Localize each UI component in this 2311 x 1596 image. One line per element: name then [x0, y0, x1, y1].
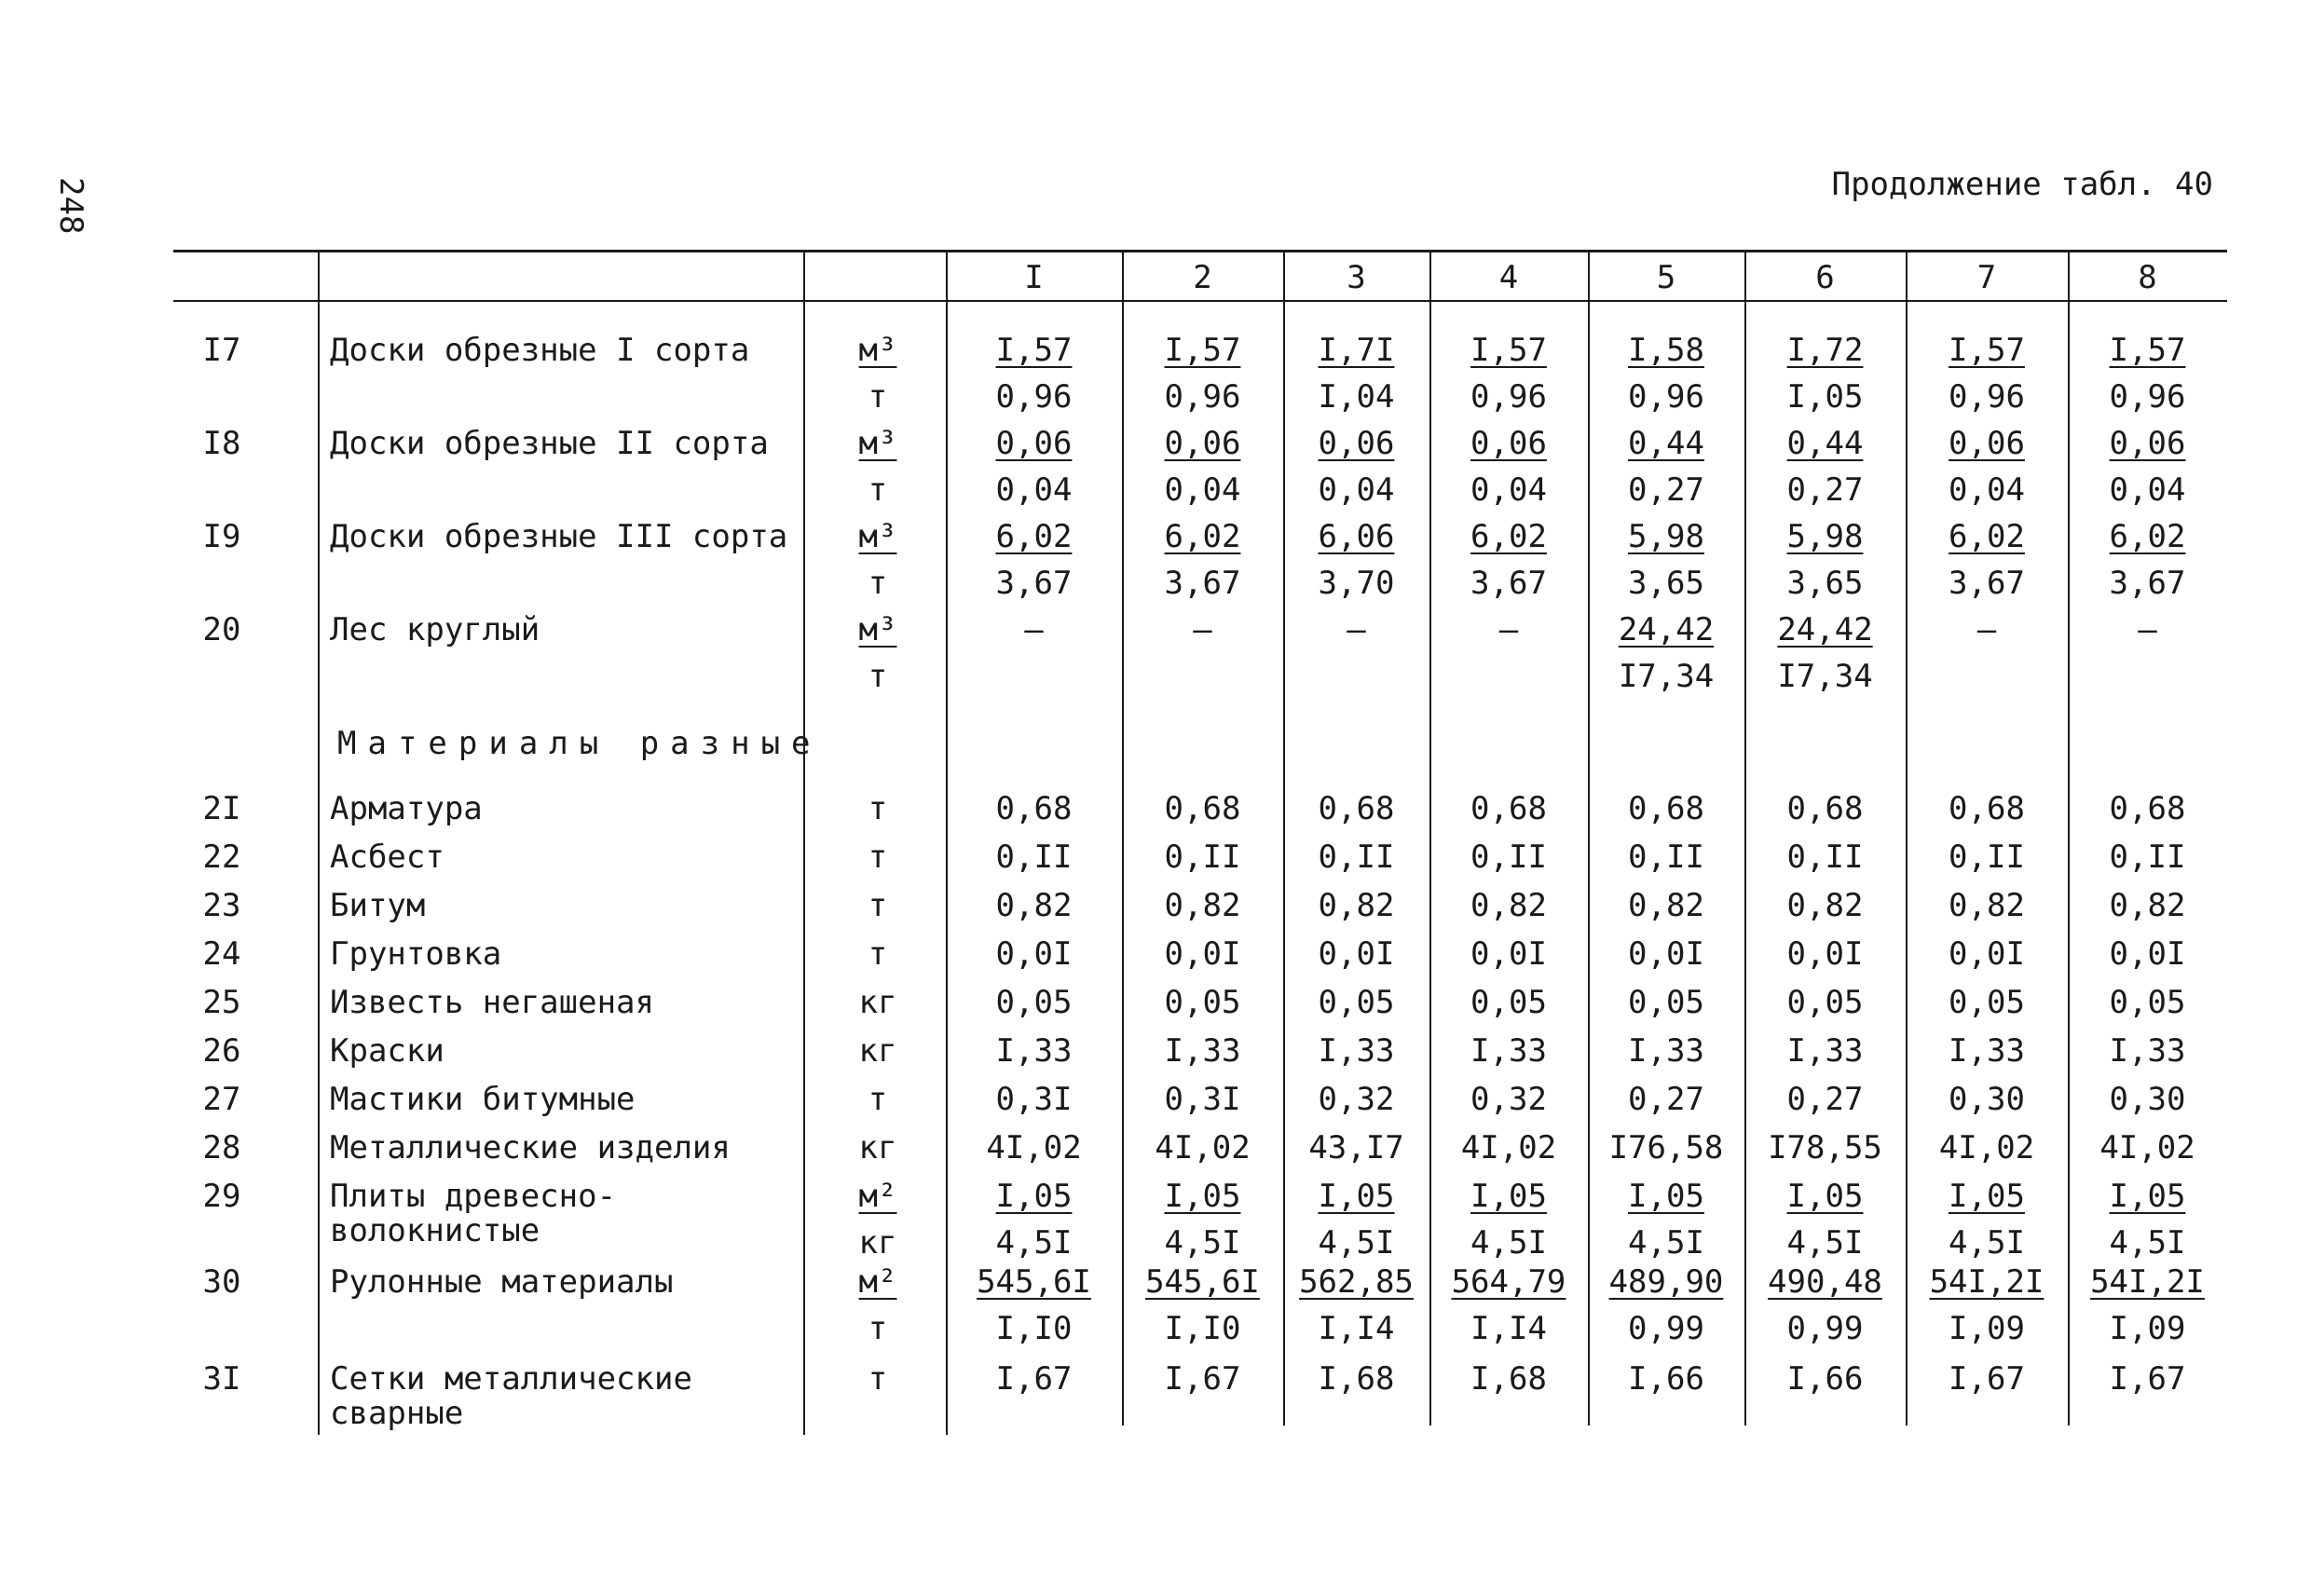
value-cell: 0,05: [995, 984, 1073, 1021]
value-cell: 0,68: [995, 790, 1073, 827]
unit-label: м³: [858, 425, 897, 462]
row-number: 26: [202, 1032, 241, 1070]
unit-label: т: [868, 1360, 888, 1398]
value-cell: I,57: [1164, 332, 1241, 369]
table-row: [173, 887, 2227, 935]
value-cell: I,05: [2109, 1178, 2186, 1215]
value-cell: I,09: [2109, 1310, 2186, 1347]
material-name: [330, 425, 814, 462]
value-cell: 4I,02: [1460, 1129, 1557, 1166]
value-cell: I,67: [2109, 1360, 2186, 1398]
value-cell: 0,30: [2109, 1081, 2186, 1118]
table-row: [173, 1263, 2227, 1357]
value-cell: I7,34: [1618, 658, 1715, 695]
unit-label: т: [868, 887, 888, 924]
value-cell: 0,68: [1318, 790, 1395, 827]
value-cell: 0,68: [1470, 790, 1547, 827]
value-cell: 0,82: [1628, 887, 1704, 924]
value-cell: 562,85: [1299, 1263, 1414, 1301]
row-number: I8: [202, 425, 241, 462]
value-cell: 0,05: [1786, 984, 1864, 1021]
value-cell: I,7I: [1318, 332, 1395, 369]
value-cell: 0,II: [1318, 839, 1395, 876]
material-name-line: Рулонные материалы: [330, 1263, 674, 1301]
value-cell: 0,0I: [1470, 935, 1547, 973]
value-cell: 0,05: [1318, 984, 1395, 1021]
value-cell: 3,67: [1470, 565, 1547, 602]
value-cell: 6,02: [1470, 518, 1547, 555]
value-cell: 0,27: [1786, 471, 1864, 509]
table-row: [173, 984, 2227, 1032]
row-number: 22: [202, 839, 241, 876]
value-cell: 0,82: [1164, 887, 1241, 924]
value-cell: 0,II: [995, 839, 1073, 876]
column-header: 2: [1193, 259, 1212, 296]
row-number: 27: [202, 1081, 241, 1118]
value-cell: I,67: [995, 1360, 1073, 1398]
value-cell: I,05: [1164, 1178, 1241, 1215]
value-cell: 4,5I: [1470, 1224, 1547, 1262]
row-number: 24: [202, 935, 241, 973]
table-row: [173, 1081, 2227, 1129]
value-cell: 5,98: [1786, 518, 1864, 555]
value-cell: 24,42: [1618, 611, 1715, 648]
value-cell: I,33: [995, 1032, 1073, 1070]
value-cell: 5,98: [1628, 518, 1704, 555]
unit-label: т: [868, 790, 888, 827]
value-cell: 0,68: [1164, 790, 1241, 827]
column-header: 4: [1498, 259, 1519, 296]
value-cell: 545,6I: [977, 1263, 1091, 1301]
material-name: [330, 1360, 814, 1432]
material-name: [330, 935, 814, 973]
value-cell: 0,II: [1949, 839, 2025, 876]
value-cell: 0,0I: [2109, 935, 2186, 973]
value-cell: I,58: [1628, 332, 1704, 369]
value-cell: I,66: [1628, 1360, 1704, 1398]
value-cell: I,05: [1786, 378, 1864, 416]
value-cell: I,66: [1786, 1360, 1864, 1398]
value-cell: 0,05: [2109, 984, 2186, 1021]
column-header: 3: [1347, 259, 1366, 296]
value-cell: I,33: [1164, 1032, 1241, 1070]
value-cell: 0,68: [1628, 790, 1704, 827]
table-row: [173, 790, 2227, 839]
material-name-line: Металлические изделия: [330, 1129, 731, 1166]
value-cell: 0,06: [2109, 425, 2186, 462]
material-name-line: Краски: [330, 1032, 444, 1070]
unit-label: м²: [858, 1178, 897, 1215]
unit-label: т: [868, 1081, 888, 1118]
material-name-line: Доски обрезные III сорта: [330, 518, 788, 555]
value-cell: I,04: [1318, 378, 1395, 416]
value-cell: I,33: [1786, 1032, 1864, 1070]
value-cell: 4,5I: [2109, 1224, 2186, 1262]
section-title: Материалы разные: [337, 725, 822, 762]
row-number: I9: [202, 518, 241, 555]
row-number: 23: [202, 887, 241, 924]
value-cell: I,57: [2109, 332, 2186, 369]
value-cell: 0,05: [1628, 984, 1704, 1021]
unit-label: кг: [858, 1224, 897, 1262]
material-name: [330, 1081, 814, 1118]
value-cell: 0,05: [1164, 984, 1241, 1021]
value-cell: 0,82: [1318, 887, 1395, 924]
column-header: 7: [1976, 259, 1997, 296]
value-cell: 3,67: [995, 565, 1073, 602]
value-cell: 0,II: [1164, 839, 1241, 876]
value-cell: 6,02: [1164, 518, 1241, 555]
material-name-line: Лес круглый: [330, 611, 540, 648]
material-name-line: Мастики битумные: [330, 1081, 636, 1118]
value-cell: 0,68: [2109, 790, 2186, 827]
material-name: [330, 839, 814, 876]
value-cell: I,57: [995, 332, 1073, 369]
material-name-line: Асбест: [330, 839, 444, 876]
value-cell: 564,79: [1451, 1263, 1566, 1301]
value-cell: 3,65: [1786, 565, 1864, 602]
row-number: 3I: [202, 1360, 241, 1398]
value-cell: I,57: [1949, 332, 2025, 369]
value-cell: 0,3I: [995, 1081, 1073, 1118]
row-number: 28: [202, 1129, 241, 1166]
unit-label: м³: [858, 332, 897, 369]
material-name-line: Битум: [330, 887, 426, 924]
value-cell: I,05: [1628, 1178, 1704, 1215]
value-cell: 490,48: [1768, 1263, 1882, 1301]
value-cell: 4I,02: [1155, 1129, 1251, 1166]
unit-label: т: [868, 565, 888, 602]
value-cell: I,33: [1470, 1032, 1547, 1070]
value-cell: 24,42: [1777, 611, 1873, 648]
table-row: [173, 935, 2227, 984]
material-name: [330, 1032, 814, 1070]
value-cell: –: [1976, 611, 1997, 648]
unit-label: т: [868, 935, 888, 973]
value-cell: 43,I7: [1308, 1129, 1404, 1166]
value-cell: 6,02: [995, 518, 1073, 555]
material-name: [330, 790, 814, 827]
value-cell: 0,96: [2109, 378, 2186, 416]
value-cell: I,57: [1470, 332, 1547, 369]
unit-label: м³: [858, 611, 897, 648]
unit-label: т: [868, 1310, 888, 1347]
value-cell: I,33: [1949, 1032, 2025, 1070]
material-name: [330, 611, 814, 648]
value-cell: 0,96: [995, 378, 1073, 416]
value-cell: 4,5I: [1318, 1224, 1395, 1262]
value-cell: 0,04: [1470, 471, 1547, 509]
value-cell: 0,82: [995, 887, 1073, 924]
value-cell: I,05: [1470, 1178, 1547, 1215]
row-number: 30: [202, 1263, 241, 1301]
table-row: [173, 518, 2227, 611]
table-row: [173, 1178, 2227, 1271]
value-cell: 6,02: [1949, 518, 2025, 555]
material-name: [330, 518, 814, 555]
value-cell: 4,5I: [1628, 1224, 1704, 1262]
value-cell: 0,05: [1949, 984, 2025, 1021]
material-name-line: Плиты древесно-: [330, 1178, 617, 1215]
value-cell: 0,30: [1949, 1081, 2025, 1118]
value-cell: 0,0I: [1628, 935, 1704, 973]
value-cell: –: [1193, 611, 1212, 648]
unit-label: м³: [858, 518, 897, 555]
value-cell: 3,67: [2109, 565, 2186, 602]
value-cell: 489,90: [1608, 1263, 1724, 1301]
value-cell: 6,06: [1318, 518, 1395, 555]
value-cell: 0,04: [1318, 471, 1395, 509]
row-number: 2I: [202, 790, 241, 827]
value-cell: 0,3I: [1164, 1081, 1241, 1118]
value-cell: 0,96: [1470, 378, 1547, 416]
value-cell: 3,67: [1949, 565, 2025, 602]
value-cell: 0,04: [1164, 471, 1241, 509]
material-name-line: волокнистые: [330, 1212, 540, 1249]
table-top-rule: [173, 250, 2227, 252]
value-cell: 0,04: [995, 471, 1073, 509]
table-row: [173, 1032, 2227, 1081]
value-cell: I78,55: [1768, 1129, 1882, 1166]
value-cell: 0,0I: [1949, 935, 2025, 973]
value-cell: 0,II: [1628, 839, 1704, 876]
value-cell: 0,II: [1786, 839, 1864, 876]
column-header: I: [1024, 259, 1044, 296]
value-cell: –: [1024, 611, 1044, 648]
value-cell: I,I4: [1318, 1310, 1395, 1347]
value-cell: I,I0: [1164, 1310, 1241, 1347]
value-cell: 3,65: [1628, 565, 1704, 602]
value-cell: I,05: [1318, 1178, 1395, 1215]
unit-label: кг: [858, 1129, 897, 1166]
value-cell: 4I,02: [986, 1129, 1082, 1166]
value-cell: I,68: [1470, 1360, 1547, 1398]
value-cell: 0,II: [1470, 839, 1547, 876]
value-cell: 4,5I: [1949, 1224, 2025, 1262]
unit-label: м²: [858, 1263, 897, 1301]
value-cell: 0,96: [1628, 378, 1704, 416]
value-cell: 54I,2I: [1929, 1263, 2044, 1301]
value-cell: 4I,02: [2099, 1129, 2195, 1166]
unit-label: кг: [858, 984, 897, 1021]
material-name: [330, 1263, 814, 1301]
material-name: [330, 332, 814, 369]
value-cell: 0,68: [1786, 790, 1864, 827]
value-cell: 0,96: [1164, 378, 1241, 416]
table-row: [173, 611, 2227, 704]
value-cell: 0,44: [1628, 425, 1704, 462]
value-cell: 0,96: [1949, 378, 2025, 416]
table-row: [173, 1360, 2227, 1432]
value-cell: 4,5I: [995, 1224, 1073, 1262]
value-cell: I,33: [2109, 1032, 2186, 1070]
value-cell: I,33: [1318, 1032, 1395, 1070]
value-cell: I,I0: [995, 1310, 1073, 1347]
value-cell: I7,34: [1777, 658, 1873, 695]
material-name: [330, 1129, 814, 1166]
material-name-line: Сетки металлические: [330, 1360, 692, 1398]
value-cell: 0,27: [1628, 471, 1704, 509]
table-row: [173, 1129, 2227, 1178]
value-cell: I,I4: [1470, 1310, 1547, 1347]
material-name: [330, 887, 814, 924]
material-name: [330, 1178, 814, 1247]
table-row: [173, 839, 2227, 887]
value-cell: 3,70: [1318, 565, 1395, 602]
material-name-line: Грунтовка: [330, 935, 502, 973]
row-number: 25: [202, 984, 241, 1021]
column-header: 6: [1815, 259, 1835, 296]
value-cell: 0,32: [1470, 1081, 1547, 1118]
unit-label: т: [868, 658, 888, 695]
page-number: 248: [52, 177, 89, 235]
unit-label: т: [868, 378, 888, 416]
value-cell: I,05: [995, 1178, 1073, 1215]
value-cell: 0,0I: [1318, 935, 1395, 973]
value-cell: I,67: [1164, 1360, 1241, 1398]
value-cell: 0,04: [1949, 471, 2025, 509]
value-cell: 0,82: [2109, 887, 2186, 924]
value-cell: I,67: [1949, 1360, 2025, 1398]
unit-label: т: [868, 839, 888, 876]
unit-label: кг: [858, 1032, 897, 1070]
value-cell: 0,0I: [1164, 935, 1241, 973]
value-cell: 6,02: [2109, 518, 2186, 555]
value-cell: 0,04: [2109, 471, 2186, 509]
value-cell: 0,0I: [995, 935, 1073, 973]
value-cell: 0,82: [1786, 887, 1864, 924]
value-cell: I,72: [1786, 332, 1864, 369]
material-name-line: Доски обрезные II сорта: [330, 425, 769, 462]
value-cell: 0,06: [995, 425, 1073, 462]
row-number: I7: [202, 332, 241, 369]
value-cell: 0,82: [1470, 887, 1547, 924]
value-cell: 0,0I: [1786, 935, 1864, 973]
value-cell: 0,06: [1949, 425, 2025, 462]
unit-label: т: [868, 471, 888, 509]
row-number: 29: [202, 1178, 241, 1215]
value-cell: 0,99: [1628, 1310, 1704, 1347]
value-cell: 0,05: [1470, 984, 1547, 1021]
value-cell: 3,67: [1164, 565, 1241, 602]
value-cell: 0,32: [1318, 1081, 1395, 1118]
material-name-line: Арматура: [330, 790, 483, 827]
column-header: 8: [2138, 259, 2157, 296]
value-cell: I,05: [1949, 1178, 2025, 1215]
material-name-line: Доски обрезные I сорта: [330, 332, 750, 369]
column-header: 5: [1656, 259, 1676, 296]
value-cell: I76,58: [1608, 1129, 1724, 1166]
value-cell: –: [1498, 611, 1519, 648]
value-cell: I,09: [1949, 1310, 2025, 1347]
value-cell: 4I,02: [1938, 1129, 2035, 1166]
value-cell: I,05: [1786, 1178, 1864, 1215]
value-cell: 0,68: [1949, 790, 2025, 827]
value-cell: 0,27: [1628, 1081, 1704, 1118]
value-cell: 0,06: [1318, 425, 1395, 462]
value-cell: 0,06: [1164, 425, 1241, 462]
value-cell: 0,II: [2109, 839, 2186, 876]
material-name-line: сварные: [330, 1395, 464, 1432]
material-name-line: Известь негашеная: [330, 984, 654, 1021]
value-cell: 0,82: [1949, 887, 2025, 924]
value-cell: 4,5I: [1164, 1224, 1241, 1262]
value-cell: 0,44: [1786, 425, 1864, 462]
value-cell: –: [2138, 611, 2157, 648]
value-cell: 54I,2I: [2090, 1263, 2205, 1301]
value-cell: –: [1347, 611, 1366, 648]
material-name: [330, 984, 814, 1021]
table-continuation-caption: Продолжение табл. 40: [1831, 166, 2213, 203]
value-cell: I,68: [1318, 1360, 1395, 1398]
row-number: 20: [202, 611, 241, 648]
value-cell: 0,06: [1470, 425, 1547, 462]
table-row: [173, 332, 2227, 425]
value-cell: I,33: [1628, 1032, 1704, 1070]
value-cell: 0,27: [1786, 1081, 1864, 1118]
value-cell: 0,99: [1786, 1310, 1864, 1347]
value-cell: 4,5I: [1786, 1224, 1864, 1262]
table-row: [173, 425, 2227, 518]
value-cell: 545,6I: [1145, 1263, 1260, 1301]
table-header-rule: [173, 300, 2227, 302]
